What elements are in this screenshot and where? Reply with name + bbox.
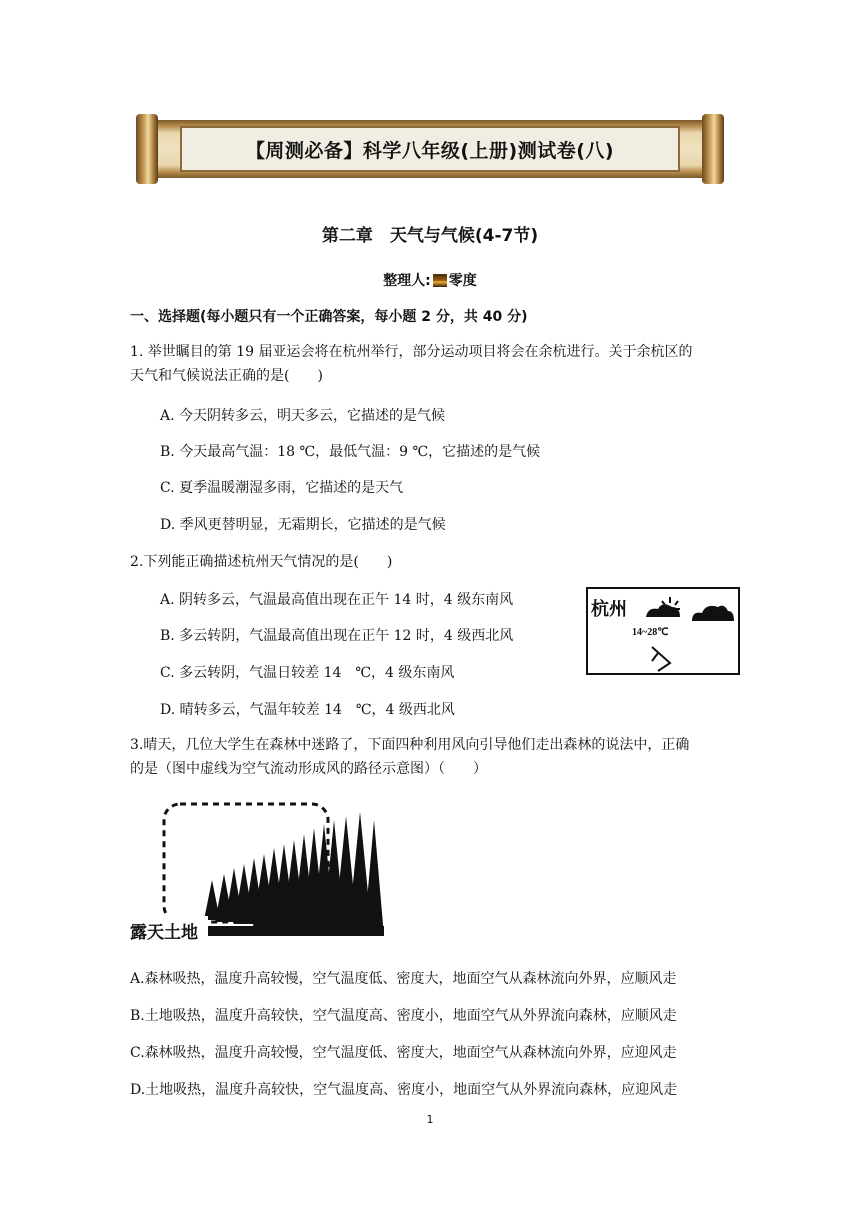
question-3-option-d: D.土地吸热，温度升高较快，空气温度高、密度小，地面空气从外界流向森林，应迎风走 [130,1082,678,1098]
title-banner [136,114,724,184]
banner-panel [180,126,680,172]
figure-temp-range: 14~28℃ [632,627,669,638]
question-2-stem: 2.下列能正确描述杭州天气情况的是( ) [130,554,393,570]
banner-title: 【周测必备】科学八年级(上册)测试卷(八) [245,139,615,162]
question-2-option-a: A. 阴转多云，气温最高值出现在正午 14 时，4 级东南风 [160,592,514,608]
page-number: 1 [426,1113,434,1126]
forest-wind-figure [128,798,384,944]
question-2-option-d: D. 晴转多云，气温年较差 14 ℃，4 级西北风 [160,702,455,718]
hangzhou-weather-figure [586,587,740,675]
compiler-name: 零度 [448,273,477,289]
question-3-option-a: A.森林吸热，温度升高较慢，空气温度低、密度大，地面空气从森林流向外界，应顺风走 [130,971,677,987]
chapter-title: 第二章 天气与气候(4-7节) [321,226,539,246]
figure-open-land-label: 露天土地 [130,923,198,943]
question-1-option-b: B. 今天最高气温：18 ℃，最低气温：9 ℃，它描述的是气候 [160,444,541,460]
forest-trees [198,812,384,936]
scroll-rod-left [136,114,158,184]
question-1-stem-line-2: 天气和气候说法正确的是( ) [130,368,323,384]
question-3-stem-line-1: 3.晴天，几位大学生在森林中迷路了，下面四种利用风向引导他们走出森林的说法中，正确 [130,737,690,753]
avatar-icon [433,274,447,287]
scroll-rod-right [702,114,724,184]
wind-direction-icon [648,643,676,673]
question-3-option-c: C.森林吸热，温度升高较慢，空气温度低、密度大，地面空气从森林流向外界，应迎风走 [130,1045,677,1061]
compiler-label: 整理人: [383,273,431,289]
question-1-stem-line-1: 1. 举世瞩目的第 19 届亚运会将在杭州举行，部分运动项目将会在余杭进行。关于余杭区的 [130,344,693,360]
compiler-line [0,270,860,290]
question-1-option-a: A. 今天阴转多云，明天多云，它描述的是气候 [160,408,446,424]
section-title: 一、选择题(每小题只有一个正确答案，每小题 2 分，共 40 分) [130,309,528,325]
question-3-option-b: B.土地吸热，温度升高较快，空气温度高、密度小，地面空气从外界流向森林，应顺风走 [130,1008,677,1024]
question-2-option-b: B. 多云转阴，气温最高值出现在正午 12 时，4 级西北风 [160,628,514,644]
question-1-option-d: D. 季风更替明显，无霜期长，它描述的是气候 [160,517,446,533]
question-2-option-c: C. 多云转阴，气温日较差 14 ℃，4 级东南风 [160,665,455,681]
question-1-option-c: C. 夏季温暖潮湿多雨，它描述的是天气 [160,480,404,496]
figure-city-label: 杭州 [591,599,627,620]
cloud-icon [690,601,736,627]
question-3-stem-line-2: 的是（图中虚线为空气流动形成风的路径示意图）（ ） [130,761,487,777]
